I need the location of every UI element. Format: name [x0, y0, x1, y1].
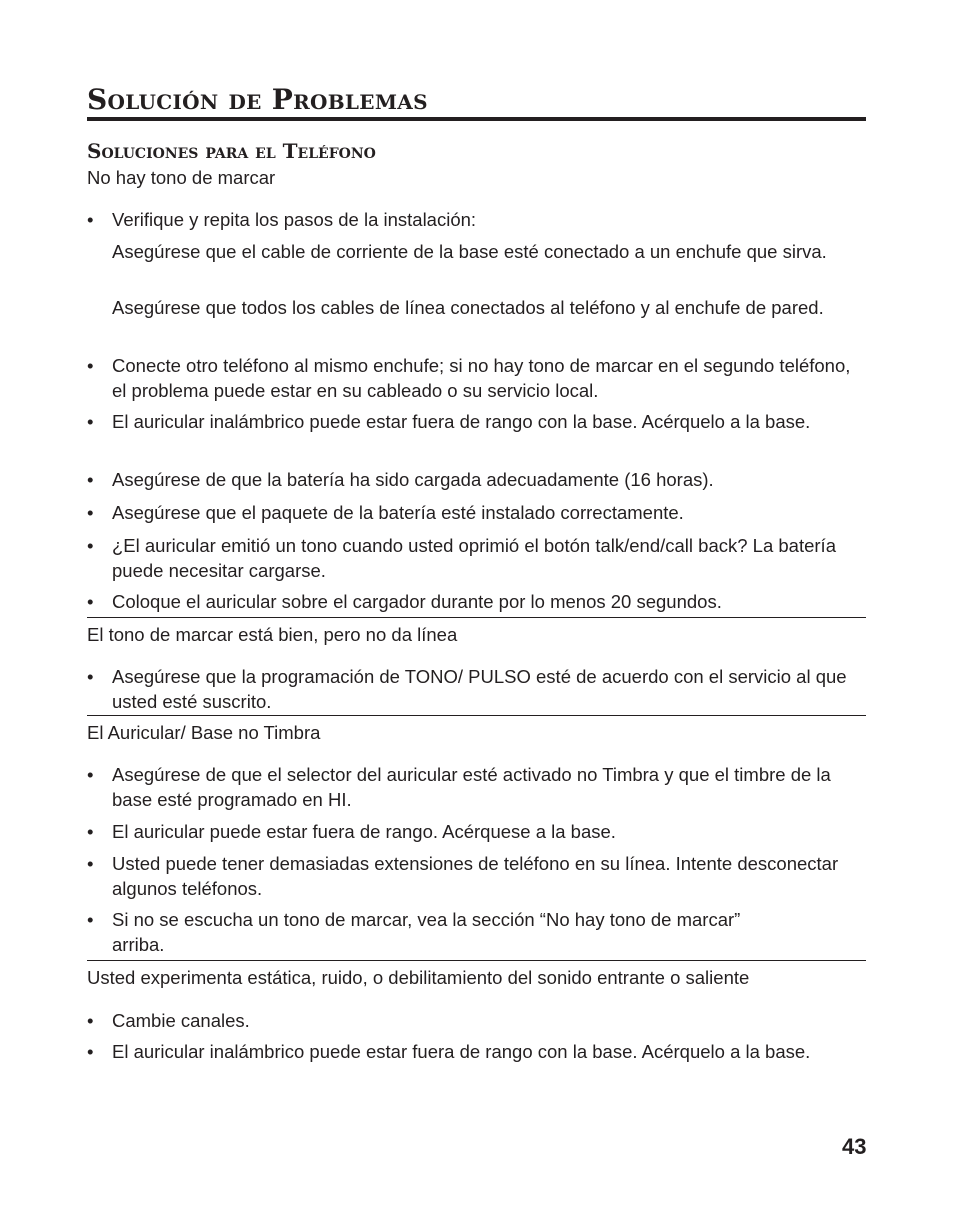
sub-item: Asegúrese que todos los cables de línea conectados al teléfono y al enchufe de pared. — [112, 297, 824, 318]
bullet-icon: • — [87, 209, 94, 230]
page-number: 43 — [842, 1134, 867, 1159]
sub-item: Asegúrese que el cable de corriente de la base esté conectado a un enchufe que sirva. — [112, 241, 827, 262]
section-divider — [87, 617, 866, 618]
list-item: • Coloque el auricular sobre el cargador durante por lo menos 20 segundos. — [87, 590, 866, 615]
bullet-icon: • — [87, 535, 94, 556]
list-item: • Si no se escucha un tono de marcar, vea la sección “No hay tono de marcar” arriba. — [87, 909, 741, 955]
bullet-icon: • — [87, 502, 94, 523]
bullet-icon: • — [87, 355, 94, 376]
bullet-icon: • — [87, 764, 94, 785]
section-subtitle: Soluciones para el Teléfono — [87, 139, 376, 163]
section-heading-static-noise: Usted experimenta estática, ruido, o debilitamiento del sonido entrante o saliente — [87, 967, 750, 988]
list-item: • Asegúrese de que el selector del auricular esté activado no Timbra y que el timbre de la base esté programado en HI. — [87, 764, 831, 810]
bullet-icon: • — [87, 666, 94, 687]
bullet-icon: • — [87, 909, 94, 930]
list-item: • Conecte otro teléfono al mismo enchufe; si no hay tono de marcar en el segundo teléfono, el problema puede estar en su cableado o su servicio local. — [87, 355, 851, 401]
section-heading-no-ring: El Auricular/ Base no Timbra — [87, 722, 321, 743]
list-item: • Asegúrese que el paquete de la batería esté instalado correctamente. — [87, 501, 866, 526]
bullet-icon: • — [87, 591, 94, 612]
list-item: • Asegúrese que la programación de TONO/ PULSO esté de acuerdo con el servicio al que usted esté suscrito. — [87, 666, 847, 712]
section-divider — [87, 960, 866, 961]
list-item: • Cambie canales. — [87, 1009, 866, 1034]
bullet-icon: • — [87, 1041, 94, 1062]
list-item: • ¿El auricular emitió un tono cuando usted oprimió el botón talk/end/call back? La batería puede necesitar cargarse. — [87, 535, 836, 581]
list-item: • Usted puede tener demasiadas extensiones de teléfono en su línea. Intente desconectar algunos teléfonos. — [87, 853, 839, 899]
bullet-icon: • — [87, 469, 94, 490]
section-heading-no-line: El tono de marcar está bien, pero no da línea — [87, 624, 458, 645]
list-item: • El auricular inalámbrico puede estar fuera de rango con la base. Acérquelo a la base. — [87, 1040, 866, 1065]
section-heading-no-dial-tone: No hay tono de marcar — [87, 167, 276, 188]
list-item: • El auricular inalámbrico puede estar fuera de rango con la base. Acérquelo a la base. — [87, 410, 866, 435]
list-item: • El auricular puede estar fuera de rango. Acérquese a la base. — [87, 820, 866, 845]
bullet-icon: • — [87, 853, 94, 874]
list-item: • Verifique y repita los pasos de la instalación: — [87, 208, 866, 233]
page-title: Solución de Problemas — [87, 83, 428, 116]
bullet-icon: • — [87, 1010, 94, 1031]
bullet-icon: • — [87, 821, 94, 842]
title-rule — [87, 117, 866, 121]
bullet-icon: • — [87, 411, 94, 432]
list-item: • Asegúrese de que la batería ha sido cargada adecuadamente (16 horas). — [87, 468, 866, 493]
section-divider — [87, 715, 866, 716]
